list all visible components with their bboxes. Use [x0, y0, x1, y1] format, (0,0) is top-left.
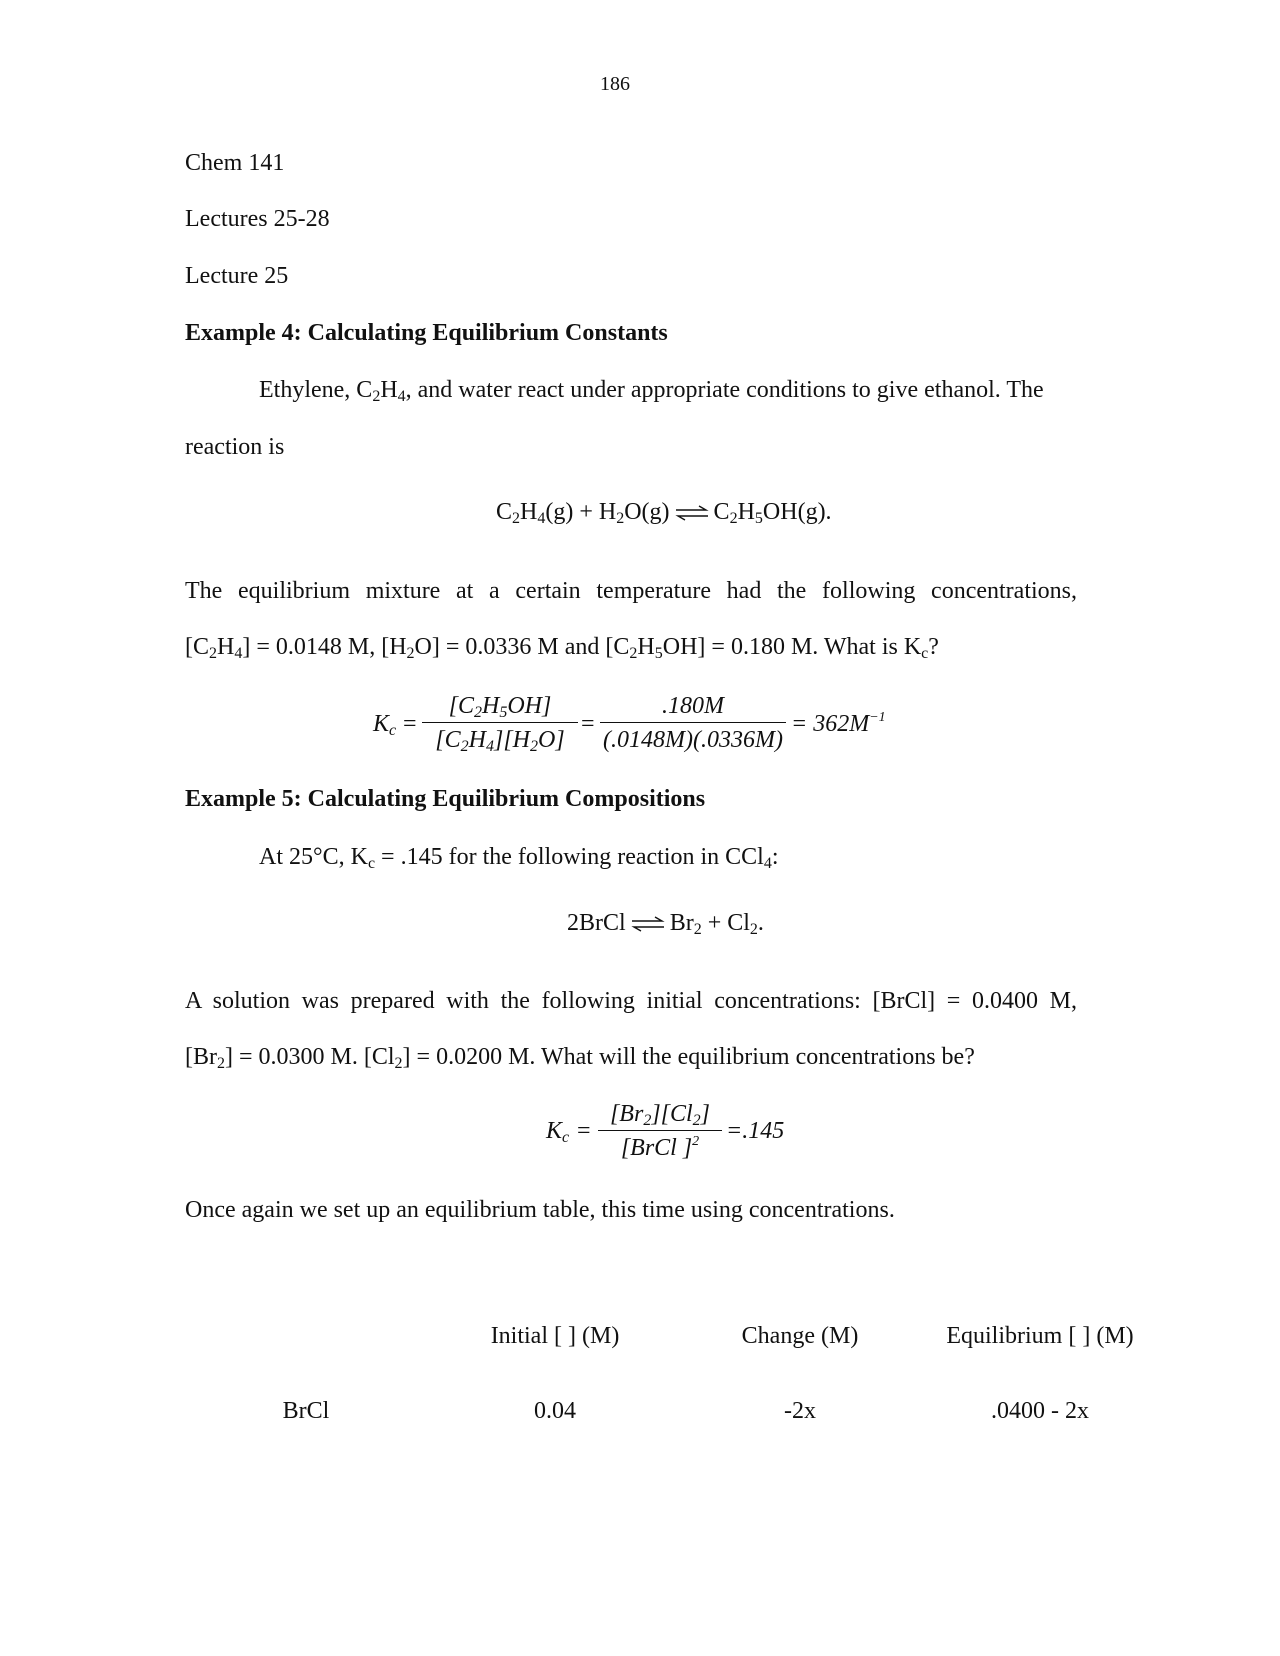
kc-numerator: $[Br_2][Cl_2]$ — [609, 1101, 711, 1129]
equilibrium-arrow-icon — [630, 916, 666, 932]
table-cell-initial: 0.04 — [534, 1398, 576, 1424]
kc-result: = $362M^{-1}$ — [791, 710, 886, 737]
kc-denominator: [BrCl ]$^2$ — [620, 1134, 700, 1161]
equilibrium-arrow-icon — [674, 505, 710, 521]
equals-sign-2: = — [581, 711, 595, 737]
example5-question-line1: A solution was prepared with the following initial concentrations: [BrCl] = 0.0400 M, — [185, 988, 1077, 1014]
lectures-range: Lectures 25-28 — [185, 206, 330, 232]
example4-question-line2: $[C_2H_4] = 0.0148$ M, $[H_2O] = 0.0336$ M and $[C_2H_5OH] = 0.180$ M. What is $K_c$? — [185, 634, 939, 662]
example4-heading: Example 4: Calculating Equilibrium Constants — [185, 320, 668, 346]
example5-heading: Example 5: Calculating Equilibrium Compositions — [185, 786, 706, 812]
example4-paragraph-line1: Ethylene, $C_2H_4$, and water react under appropriate conditions to give ethanol. The — [259, 377, 1044, 405]
kc-symbol: $K_c$ — [546, 1118, 570, 1146]
lecture-title: Lecture 25 — [185, 263, 289, 289]
fraction-bar — [598, 1130, 722, 1131]
kc-result: =.145 — [726, 1118, 785, 1144]
brcl-reaction: 2BrCl $Br_2 + Cl_2$. — [567, 910, 764, 938]
fraction-bar-2 — [600, 722, 786, 723]
fraction-bar — [422, 722, 578, 723]
course-title: Chem 141 — [185, 150, 285, 176]
value-denominator: (.0148M)(.0336M) — [603, 727, 783, 753]
equals-sign: = — [403, 711, 417, 737]
kc-denominator: $[C_2H_4][H_2O]$ — [435, 727, 565, 755]
example4-paragraph-line2: reaction is — [185, 434, 285, 460]
example5-closing: Once again we set up an equilibrium table, this time using concentrations. — [185, 1197, 895, 1223]
table-cell-equilibrium: .0400 - 2x — [991, 1398, 1089, 1424]
table-cell-change: -2x — [784, 1398, 816, 1424]
table-header-equilibrium: Equilibrium [ ] (M) — [946, 1323, 1134, 1349]
table-header-change: Change (M) — [741, 1323, 859, 1349]
table-header-initial: Initial [ ] (M) — [490, 1323, 620, 1349]
example4-question-line1: The equilibrium mixture at a certain temperature had the following concentrations, — [185, 578, 1077, 604]
value-numerator: .180M — [662, 693, 724, 719]
table-cell-species: BrCl — [282, 1398, 330, 1424]
kc-numerator: $[C_2H_5OH]$ — [448, 693, 552, 721]
example5-intro: At 25°C, $K_c = .145$ for the following reaction in CCl$_4$: — [259, 844, 779, 872]
page-number: 186 — [600, 73, 630, 95]
ethanol-reaction: $C_2H_4(g) + H_2O(g)$ $C_2H_5OH(g)$. — [496, 499, 832, 527]
example5-question-line2: $[Br_2] = 0.0300$ M. $[Cl_2] = 0.0200$ M. What will the equilibrium concentrations be? — [185, 1044, 975, 1072]
kc-symbol: $K_c$ — [373, 711, 397, 739]
equals-sign: = — [577, 1118, 591, 1144]
